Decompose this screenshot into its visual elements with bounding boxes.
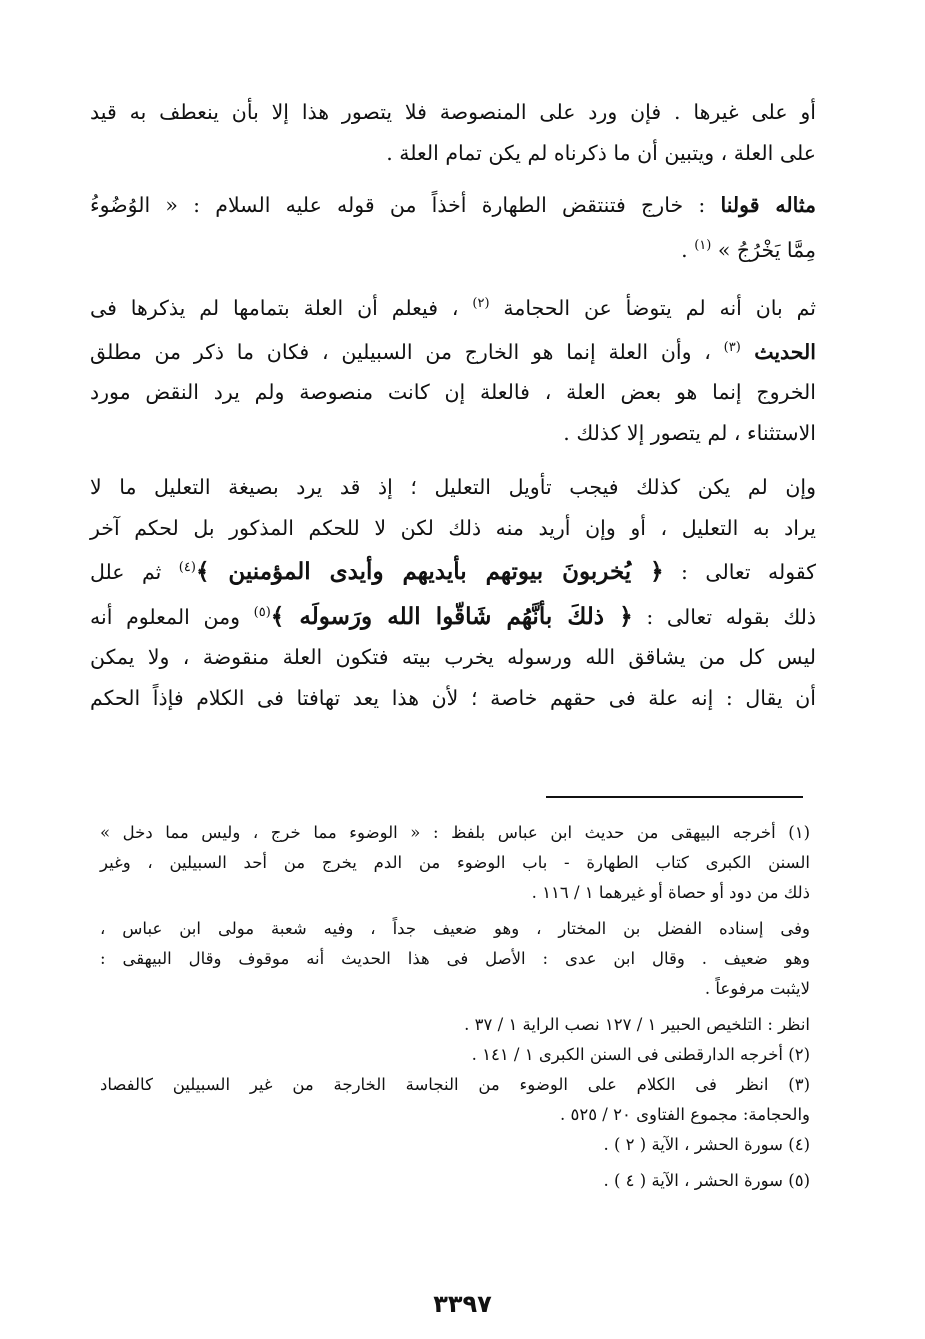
footnote-line: (١) أخرجه البيهقى من حديث ابن عباس بلفظ : « الوضوء مما خرج ، وليس مما دخل » bbox=[100, 823, 810, 842]
footnote-line: (٣) انظر فى الكلام على الوضوء من النجاسة الخارجة من غير السبيلين كالفصاد bbox=[100, 1075, 810, 1094]
footnote-line: (٤) سورة الحشر ، الآية ( ٢ ) . bbox=[603, 1135, 810, 1154]
footnote-line: انظر : التلخيص الحبير ١ / ١٢٧ نصب الراية ١ / ٣٧ . bbox=[464, 1015, 810, 1034]
paragraph-1 bbox=[90, 92, 816, 173]
footnote-ref: (١) bbox=[694, 237, 712, 253]
footnote-line: والحجامة: مجموع الفتاوى ٢٠ / ٥٢٥ . bbox=[559, 1105, 810, 1124]
footnote-line: وفى إسناده الفضل بن المختار ، وهو ضعيف جداً ، وفيه شعبة مولى ابن عباس ، bbox=[100, 919, 810, 938]
footnotes bbox=[100, 818, 810, 1196]
text-span: ومن المعلوم أنه bbox=[90, 604, 254, 629]
text-line bbox=[90, 284, 816, 328]
text-line: وإن لم يكن كذلك فيجب تأويل التعليل ؛ إذ قد يرد بصيغة التعليل ما لا bbox=[90, 475, 816, 500]
text-line: الاستثناء ، لم يتصور إلا كذلك . bbox=[563, 420, 816, 445]
text-line: ليس كل من يشاقق الله ورسوله يخرب بيته فتكون العلة منقوضة ، ولا يمكن bbox=[90, 645, 816, 670]
footnote-1-remark bbox=[100, 914, 810, 1004]
footnote-ref: (٥) bbox=[253, 604, 271, 620]
footnote-3 bbox=[100, 1070, 810, 1130]
text-line: أن يقال : إنه علة فى حقهم خاصة ؛ لأن هذا يعد تهافتا فى الكلام فإذاً الحكم bbox=[90, 685, 816, 710]
text-span: كقوله تعالى : bbox=[663, 560, 816, 585]
text-span: ، فيعلم أن العلة بتمامها لم يذكرها فى bbox=[90, 295, 473, 320]
text-span: ، وأن العلة إنما هو الخارج من السبيلين ، فكان ما ذكر من مطلق bbox=[90, 339, 724, 364]
main-text bbox=[90, 92, 816, 718]
text-line bbox=[90, 593, 816, 637]
footnote-separator bbox=[546, 796, 803, 798]
text-line: الخروج إنما هو بعض العلة ، فالعلة إن كانت منصوصة ولم يرد النقض مورد bbox=[90, 380, 816, 405]
text-line bbox=[90, 226, 816, 270]
quran-verse: ﴿ يُخربونَ بيوتهم بأيديهم وأيدى المؤمنين ﴾ bbox=[195, 558, 664, 586]
footnote-ref: (٢) bbox=[472, 295, 490, 311]
footnote-line: وهو ضعيف . وقال ابن عدى : الأصل فى هذا الحديث أنه موقوف وقال البيهقى : bbox=[100, 949, 810, 968]
footnote-2 bbox=[100, 1040, 810, 1070]
footnote-line: ذلك من دود أو حصاة أو غيرهما ١ / ١١٦ . bbox=[531, 883, 810, 902]
text-span: ثم بان أنه لم يتوضأ عن الحجامة bbox=[489, 295, 816, 320]
text-line bbox=[90, 328, 816, 372]
text-span: مِمَّا يَخْرُجُ » bbox=[711, 237, 816, 262]
footnote-line: لايثبت مرفوعاً . bbox=[704, 979, 810, 998]
text-line: على العلة ، ويتبين أن ما ذكرناه لم يكن تمام العلة . bbox=[386, 140, 816, 165]
footnote-4 bbox=[100, 1130, 810, 1160]
paragraph-2 bbox=[90, 185, 816, 270]
footnote-ref: (٣) bbox=[723, 340, 741, 356]
text-line: يراد به التعليل ، أو وإن أريد منه ذلك لكن لا للحكم المذكور بل لحكم آخر bbox=[90, 515, 816, 540]
footnote-line: (٥) سورة الحشر ، الآية ( ٤ ) . bbox=[603, 1171, 810, 1190]
paragraph-4 bbox=[90, 467, 816, 718]
footnote-1 bbox=[100, 818, 810, 908]
text-line bbox=[90, 185, 816, 226]
footnote-line: (٢) أخرجه الدارقطنى فى السنن الكبرى ١ / ١٤١ . bbox=[471, 1045, 810, 1064]
text-span: ثم علل bbox=[90, 560, 179, 585]
text-span: الحديث bbox=[740, 339, 816, 364]
paragraph-3 bbox=[90, 284, 816, 454]
footnote-1-sources bbox=[100, 1010, 810, 1040]
footnote-line: السنن الكبرى كتاب الطهارة - باب الوضوء من الدم يخرج من أحد السبيلين ، وغير bbox=[100, 853, 810, 872]
text-span: : خارج فتنتقض الطهارة أخذاً من قوله عليه السلام : « الوُضُوءُ bbox=[90, 193, 721, 217]
text-line: أو على غيرها . فإن ورد على المنصوصة فلا يتصور هذا إلا بأن ينعطف به قيد bbox=[90, 100, 816, 124]
text-span: . bbox=[681, 237, 695, 262]
footnote-5 bbox=[100, 1166, 810, 1196]
text-span: ذلك بقوله تعالى : bbox=[632, 604, 817, 629]
example-lead: مثاله قولنا bbox=[720, 193, 817, 217]
text-line bbox=[90, 548, 816, 592]
quran-verse: ﴿ ذلكَ بأنَّهُم شَاقّوا الله ورَسولَه ﴾ bbox=[270, 602, 633, 630]
page-number: ٣٣٩٧ bbox=[433, 1290, 492, 1318]
footnote-ref: (٤) bbox=[178, 560, 196, 576]
